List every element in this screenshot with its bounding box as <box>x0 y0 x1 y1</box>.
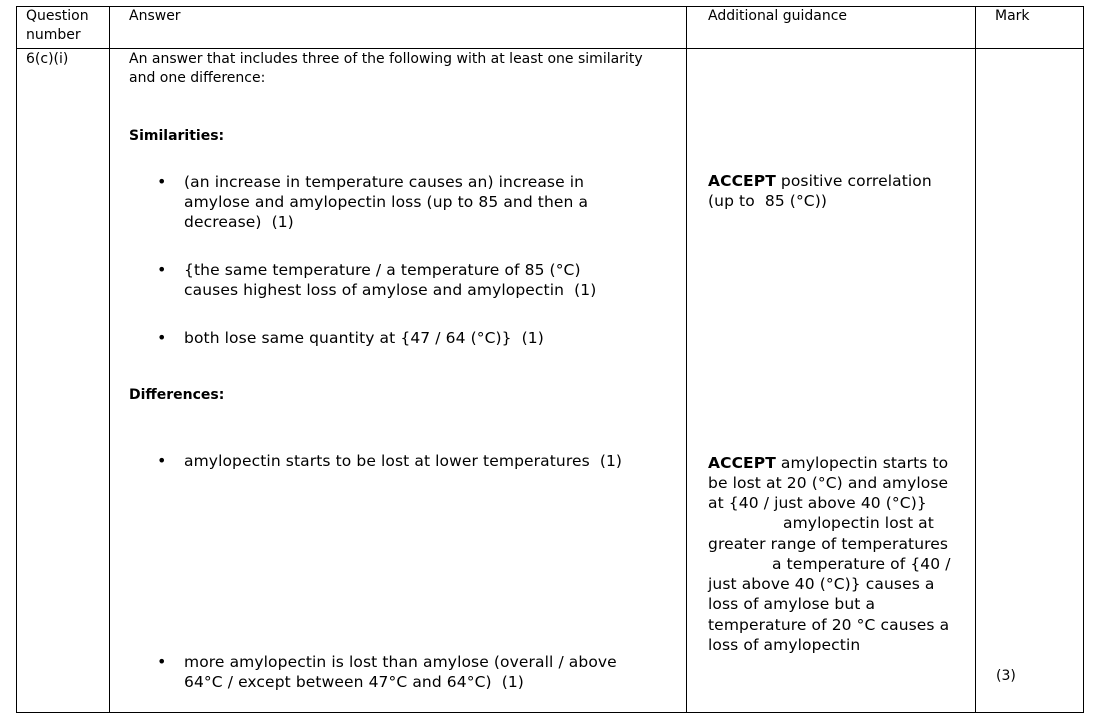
bullet-icon: • <box>157 260 167 279</box>
guidance-1-line-1 <box>708 171 932 192</box>
guidance-2-line-4: amylopectin lost at <box>783 514 934 532</box>
guidance-2-line-3: at {40 / just above 40 (°C)} <box>708 494 927 512</box>
accept-keyword: ACCEPT <box>708 454 776 472</box>
header-divider <box>16 48 1084 49</box>
bullet-icon: • <box>157 328 167 347</box>
similarity-2-line-1: {the same temperature / a temperature of 85 (°C) <box>184 261 581 279</box>
guidance-2-line-6: a temperature of {40 / <box>772 555 951 573</box>
guidance-2-line-10: loss of amylopectin <box>708 636 861 654</box>
answer-intro-line-2: and one difference: <box>129 70 266 86</box>
bullet-icon: • <box>157 652 167 671</box>
header-answer: Answer <box>129 8 181 24</box>
guidance-2-line-1 <box>708 453 948 474</box>
guidance-1-line-2: (up to 85 (°C)) <box>708 192 828 210</box>
difference-1-line-1: amylopectin starts to be lost at lower temperatures (1) <box>184 452 623 470</box>
guidance-2-line-9: temperature of 20 °C causes a <box>708 616 950 634</box>
mark-scheme-table <box>16 6 1084 713</box>
similarity-1-line-3: decrease) (1) <box>184 213 294 231</box>
header-question-number-line-1: Question <box>26 8 89 24</box>
similarity-1-line-2: amylose and amylopectin loss (up to 85 and then a <box>184 193 589 211</box>
bullet-icon: • <box>157 172 167 191</box>
guidance-2-line-5: greater range of temperatures <box>708 535 949 553</box>
accept-keyword: ACCEPT <box>708 172 776 190</box>
answer-intro-line-1: An answer that includes three of the following with at least one similarity <box>129 51 643 67</box>
difference-2-line-1: more amylopectin is lost than amylose (overall / above <box>184 653 617 671</box>
table-border-left <box>16 6 17 713</box>
similarity-1-line-1: (an increase in temperature causes an) increase in <box>184 173 585 191</box>
column-divider-2 <box>686 6 687 713</box>
table-border-right <box>1083 6 1084 713</box>
column-divider-3 <box>975 6 976 713</box>
similarity-2-line-2: causes highest loss of amylose and amylopectin (1) <box>184 281 597 299</box>
question-number: 6(c)(i) <box>26 51 69 67</box>
column-divider-1 <box>109 6 110 713</box>
similarity-3-line-1: both lose same quantity at {47 / 64 (°C)} (1) <box>184 329 544 347</box>
similarities-heading: Similarities: <box>129 128 225 144</box>
bullet-icon: • <box>157 451 167 470</box>
difference-2-line-2: 64°C / except between 47°C and 64°C) (1) <box>184 673 524 691</box>
guidance-2-line-7: just above 40 (°C)} causes a <box>708 575 935 593</box>
guidance-2-line-2: be lost at 20 (°C) and amylose <box>708 474 949 492</box>
header-additional-guidance: Additional guidance <box>708 8 848 24</box>
table-border-bottom <box>16 712 1084 713</box>
mark-value: (3) <box>996 668 1016 684</box>
guidance-1-text: positive correlation <box>775 172 932 190</box>
header-question-number-line-2: number <box>26 27 81 43</box>
guidance-2-text: amylopectin starts to <box>775 454 949 472</box>
header-mark: Mark <box>995 8 1030 24</box>
differences-heading: Differences: <box>129 387 225 403</box>
guidance-2-line-8: loss of amylose but a <box>708 595 876 613</box>
